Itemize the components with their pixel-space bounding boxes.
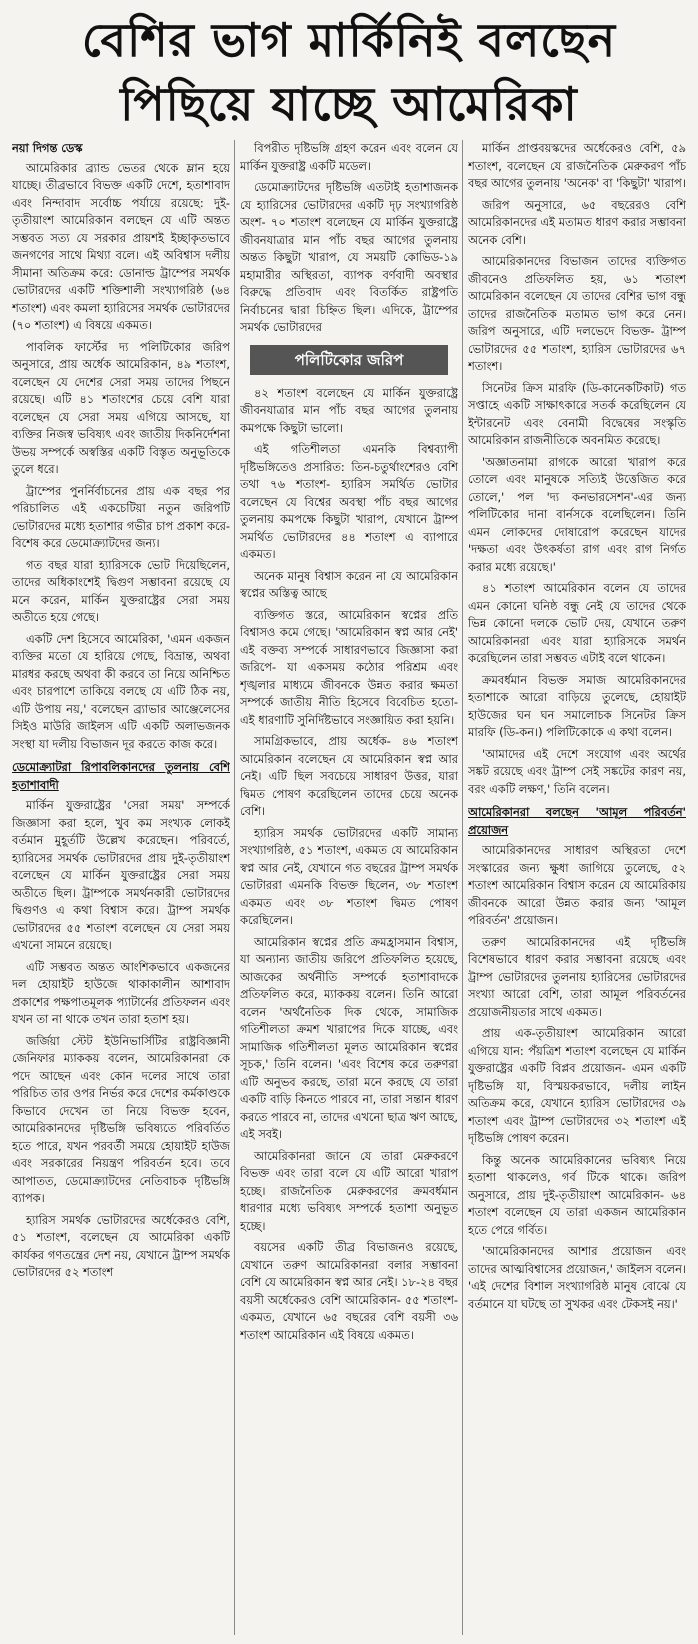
- paragraph: ক্রমবর্ধমান বিভক্ত সমাজ আমেরিকানদের হতাশাকে আরো বাড়িয়ে তুলেছে, হোয়াইট হাউজের ঘন ঘন সমালোচক সিনেটর ক্রিস মারফি (ডি-কন।) পলিটিকোকে এ কথা বলেন।: [468, 672, 686, 739]
- paragraph: বয়সের একটি তীব্র বিভাজনও রয়েছে, যেখানে তরুণ আমেরিকানরা বলার সম্ভাবনা বেশি যে আমেরিকান স্বপ্ন আর নেই। ১৮-২৪ বছর বয়সী অর্ধেকেরও বেশি আমেরিকান- ৫৫ শতাংশ- একমত, যেখানে ৬৫ বছরের বেশি বয়সী ৩৬ শতাংশ আমেরিকান এই বিষয়ে একমত।: [240, 1240, 458, 1342]
- paragraph: মার্কিন প্রাপ্তবয়স্কদের অর্ধেকেরও বেশি, ৫৯ শতাংশ, বলেছেন যে রাজনৈতিক মেরুকরণ পাঁচ বছর আগের তুলনায় 'অনেক' বা 'কিছুটা' খারাপ।: [468, 141, 686, 190]
- headline-line-1: বেশির ভাগ মার্কিনিই বলছেন: [81, 13, 617, 67]
- article-column-1: [12, 140, 230, 1635]
- paragraph: মার্কিন যুক্তরাষ্ট্রের 'সেরা সময়' সম্পর্কে জিজ্ঞাসা করা হলে, খুব কম সংখ্যক লোকই বর্তমান মুহূর্তটি উল্লেখ করেছেন। পরিবর্তে, হ্যারিসের সমর্থক ভোটারদের প্রায় দুই-তৃতীয়াংশ বলেছেন যে মার্কিন যুক্তরাষ্ট্রের সেরা সময় অতীতে ছিল। ট্রাম্পকে সমর্থনকারী ভোটারদের দ্বিগুণও এ কথা বিশ্বাস করে। ট্রাম্প সমর্থক ভোটারদের ৫৫ শতাংশ বলেছেন যে সেরা সময় এখনো সামনে রয়েছে।: [12, 798, 230, 952]
- paragraph: বিপরীত দৃষ্টিভঙ্গি গ্রহণ করেন এবং বলেন যে মার্কিন যুক্তরাষ্ট্র একটি মডেল।: [240, 141, 458, 173]
- paragraph: 'অজ্ঞাতনামা রাগকে আরো খারাপ করে তোলে এবং মানুষকে সত্যিই উত্তেজিত করে তোলে,' পল 'দ্য কনভারসেশন'-এর জন্য পলিটিকোর দানা বার্নসকে বলেছিলেন। তিনি এমন লোকদের দোষারোপ করেছেন যাদের 'দক্ষতা এবং উৎকর্ষতা রাগ এবং রাগ নির্গত করার মধ্যে রয়েছে।': [468, 454, 686, 574]
- paragraph: জর্জিয়া স্টেট ইউনিভার্সিটির রাষ্ট্রবিজ্ঞানী জেনিফার ম্যাককয় বলেন, আমেরিকানরা কে পদে আছেন এবং কোন দলের সাথে তারা পরিচিত তার ওপর নির্ভর করে দেশের কর্মকাণ্ডকে কিভাবে দেখেন তা নিয়ে বিভক্ত হবেন, আমেরিকানদের দৃষ্টিভঙ্গি ভবিষ্যতে পরিবর্তিত হতে পারে, যখন পরবর্তী সময়ে হোয়াইট হাউজ এবং সরকারের নিয়ন্ত্রণ পরিবর্তন হবে। তবে আপাতত, ডেমোক্র্যাটদের নেতিবাচক দৃষ্টিভঙ্গি ব্যাপক।: [12, 1033, 230, 1205]
- paragraph: সামগ্রিকভাবে, প্রায় অর্ধেক- ৪৬ শতাংশ আমেরিকান বলেছেন যে আমেরিকান স্বপ্ন আর নেই। এটি ছিল সবচেয়ে সাধারণ উত্তর, যারা দ্বিমত পোষণ করেছিলেন তাদের চেয়ে অনেক বেশি।: [240, 734, 458, 818]
- paragraph: হ্যারিস সমর্থক ভোটারদের অর্ধেকেরও বেশি, ৫১ শতাংশ, বলেছেন যে আমেরিকা একটি কার্যকর গণতন্ত্রের দেশ নয়, যেখানে ট্রাম্প সমর্থক ভোটারদের ৫২ শতাংশ: [12, 1212, 230, 1279]
- paragraph: সিনেটর ক্রিস মারফি (ডি-কানেকটিকাট) গত সপ্তাহে একটি সাক্ষাৎকারে সতর্ক করেছিলেন যে ইন্টারনেট এবং বেনামী বিদ্বেষের সংস্কৃতি আমেরিকান রাজনীতিকে অবনমিত করেছে।: [468, 380, 686, 447]
- column-divider: [462, 140, 463, 1635]
- paragraph: পাবলিক ফার্স্টের দ্য পলিটিকোর জরিপ অনুসারে, প্রায় অর্ধেক আমেরিকান, ৪৯ শতাংশ, বলেছেন যে দেশের সেরা সময় তাদের পিছনে রয়েছে। এটি ৪১ শতাংশের চেয়ে বেশি যারা বলেছেন যে সেরা সময় এগিয়ে আসছে, যা ব্যক্তির নিজস্ব ভবিষ্যৎ এবং জাতীয় দিকনির্দেশনা উভয় সম্পর্কে অস্বস্তির একটি বিস্তৃত অনুভূতিকে তুলে ধরে।: [12, 339, 230, 476]
- column-divider: [234, 140, 235, 1635]
- paragraph: ৪১ শতাংশ আমেরিকান বলেন যে তাদের এমন কোনো ঘনিষ্ঠ বন্ধু নেই যে তাদের থেকে ভিন্ন কোনো দলকে ভোট দেয়, যেখানে তরুণ আমেরিকানরা এবং যারা হ্যারিসকে সমর্থন করেছিলেন তারা সম্ভবত এটাই বলে থাকেন।: [468, 581, 686, 665]
- paragraph: ট্রাম্পের পুনর্নির্বাচনের প্রায় এক বছর পর পরিচালিত এই একচেটিয়া নতুন জরিপটি ভোটারদের মধ্যে হতাশার গভীর চাপ প্রকাশ করে- বিশেষ করে ডেমোক্র্যাটদের জন্য।: [12, 483, 230, 550]
- paragraph: আমেরিকান স্বপ্নের প্রতি ক্রমহ্রাসমান বিশ্বাস, যা অন্যান্য জাতীয় জরিপে প্রতিফলিত হয়েছে, আজকের অর্থনীতি সম্পর্কে হতাশাবাদকে প্রতিফলিত করে, ম্যাককয় বলেন। তিনি আরো বলেন 'অর্থনৈতিক দিক থেকে, সামাজিক গতিশীলতা ক্রমশ খারাপের দিকে যাচ্ছে, এবং সামাজিক গতিশীলতা মূলত আমেরিকান স্বপ্নের সূচক,' তিনি বলেন। 'এবং বিশেষ করে তরুণরা এটি অনুভব করছে, তারা মনে করছে যে তারা একটি বাড়ি কিনতে পারবে না, তারা সন্তান ধারণ করতে পারবে না, তাদের এখনো ছাত্র ঋণ আছে, এই সবই।: [240, 934, 458, 1141]
- paragraph: কিন্তু অনেক আমেরিকানের ভবিষ্যৎ নিয়ে হতাশা থাকলেও, গর্ব টিকে থাকে। জরিপ অনুসারে, প্রায় দুই-তৃতীয়াংশ আমেরিকান- ৬৪ শতাংশ বলেছেন যে তারা একজন আমেরিকান হতে পেরে গর্বিত।: [468, 1152, 686, 1237]
- section-box-heading: পলিটিকোর জরিপ: [250, 345, 448, 375]
- subheading: আমেরিকানরা বলছেন 'আমূল পরিবর্তন' প্রয়োজন: [468, 805, 686, 837]
- article-column-2: [240, 140, 458, 1635]
- paragraph: তরুণ আমেরিকানদের এই দৃষ্টিভঙ্গি বিশেষভাবে ধারণ করার সম্ভাবনা রয়েছে এবং ট্রাম্প ভোটারদের তুলনায় হ্যারিসের ভোটারদের সংখ্যা আরো বেশি, তারা আমূল পরিবর্তনের প্রয়োজনীয়তার সাথে একমত।: [468, 934, 686, 1019]
- paragraph: আমেরিকানদের সাধারণ অস্থিরতা দেশে সংস্কারের জন্য ক্ষুধা জাগিয়ে তুলেছে, ৫২ শতাংশ আমেরিকান বিশ্বাস করেন যে আমেরিকায় জীবনকে আরো উন্নত করার জন্য 'আমূল পরিবর্তন' প্রয়োজন।: [468, 843, 686, 927]
- paragraph: হ্যারিস সমর্থক ভোটারদের একটি সামান্য সংখ্যাগরিষ্ঠ, ৫১ শতাংশ, একমত যে আমেরিকান স্বপ্ন আর নেই, যেখানে গত বছরের ট্রাম্প সমর্থক ভোটাররা এমনকি বিভক্ত ছিলেন, ৩৮ শতাংশ একমত এবং ৩৮ শতাংশ দ্বিমত পোষণ করেছিলেন।: [240, 825, 458, 927]
- paragraph: ৪২ শতাংশ বলেছেন যে মার্কিন যুক্তরাষ্ট্রে জীবনযাত্রার মান পাঁচ বছর আগের তুলনায় কমপক্ষে কিছুটা ভালো।: [240, 385, 458, 435]
- paragraph: প্রায় এক-তৃতীয়াংশ আমেরিকান আরো এগিয়ে যান: পঁয়ত্রিশ শতাংশ বলেছেন যে মার্কিন যুক্তরাষ্ট্রের একটি বিপ্লব প্রয়োজন- এমন একটি দৃষ্টিভঙ্গি যা, বিস্ময়করভাবে, দলীয় লাইন অতিক্রম করে, যেখানে হ্যারিস ভোটারদের ৩৯ শতাংশ এবং ট্রাম্প ভোটারদের ৩২ শতাংশ এই দৃষ্টিভঙ্গি পোষণ করেন।: [468, 1026, 686, 1145]
- paragraph: এই গতিশীলতা এমনকি বিশ্বব্যাপী দৃষ্টিভঙ্গিতেও প্রসারিত: তিন-চতুর্থাংশেরও বেশি তথা ৭৬ শতাংশ- হ্যারিস সমর্থিত ভোটার বলেছেন যে বিশ্বের অবস্থা পাঁচ বছর আগের তুলনায় কমপক্ষে কিছুটা খারাপ, যেখানে ট্রাম্প সমর্থিত ভোটারদের ৪৪ শতাংশ এ ব্যাপারে একমত।: [240, 442, 458, 561]
- subheading: ডেমোক্র্যাটরা রিপাবলিকানদের তুলনায় বেশি হতাশাবাদী: [12, 760, 230, 792]
- article-column-3: [468, 140, 686, 1635]
- paragraph: ডেমোক্র্যাটদের দৃষ্টিভঙ্গি এতটাই হতাশাজনক যে হ্যারিসের ভোটারদের একটি দৃঢ় সংখ্যাগরিষ্ঠ অংশ- ৭০ শতাংশ বলেছেন যে মার্কিন যুক্তরাষ্ট্রে জীবনযাত্রার মান পাঁচ বছর আগের তুলনায় অন্তত কিছুটা খারাপ, যে সময়টি কোভিড-১৯ মহামারীর অস্থিরতা, ব্যাপক বর্ণবাদী অবস্থার বিরুদ্ধে প্রতিবাদ এবং বিতর্কিত রাষ্ট্রপতি নির্বাচনের দ্বারা চিহ্নিত ছিল। এদিকে, ট্রাম্পের সমর্থক ভোটারদের: [240, 180, 458, 334]
- byline: নয়া দিগন্ত ডেস্ক: [12, 141, 83, 155]
- paragraph: আমেরিকার ব্র্যান্ড ভেতর থেকে ম্লান হয়ে যাচ্ছে। তীব্রভাবে বিভক্ত একটি দেশে, হতাশাবাদ এবং নিন্দাবাদ সর্বোচ্চ পর্যায়ে রয়েছে: দুই-তৃতীয়াংশ আমেরিকান বলছেন যে এটি অন্তত সম্ভবত সত্য যে সরকার প্রায়শই ইচ্ছাকৃতভাবে জনগণের সাথে মিথ্যা বলে। এই অবিশ্বাস দলীয় সীমানা অতিক্রম করে: ডোনাল্ড ট্রাম্পের সমর্থক ভোটারদের একটি শক্তিশালী সংখ্যাগরিষ্ঠ (৬৪ শতাংশ) এবং কমলা হ্যারিসের সমর্থক ভোটারদের (৭০ শতাংশ) এ বিষয়ে একমত।: [12, 160, 230, 332]
- paragraph: আমেরিকানদের বিভাজন তাদের ব্যক্তিগত জীবনেও প্রতিফলিত হয়, ৬১ শতাংশ আমেরিকান বলেছেন যে তাদের বেশির ভাগ বন্ধু তাদের রাজনৈতিক মতামত ভাগ করে নেন। জরিপ অনুসারে, এটি দলভেদে বিভক্ত- ট্রাম্প ভোটারদের ৫৫ শতাংশ, হ্যারিস ভোটারদের ৬৭ শতাংশ।: [468, 254, 686, 373]
- paragraph: আমেরিকানরা জানে যে তারা মেরুকরণে বিভক্ত এবং তারা বলে যে এটি আরো খারাপ হচ্ছে। রাজনৈতিক মেরুকরণের ক্রমবর্ধমান ধারণার মধ্যে ভবিষ্যৎ সম্পর্কে হতাশা অনুভূত হচ্ছে।: [240, 1148, 458, 1233]
- paragraph: 'আমাদের এই দেশে সংযোগ এবং অর্থের সঙ্কট রয়েছে এবং ট্রাম্প সেই সঙ্কটের কারণ নয়, বরং একটি লক্ষণ,' তিনি বলেন।: [468, 746, 686, 796]
- paragraph: জরিপ অনুসারে, ৬৫ বছরেরও বেশি আমেরিকানদের এই মতামত ধারণ করার সম্ভাবনা অনেক বেশি।: [468, 197, 686, 247]
- paragraph: ব্যক্তিগত স্তরে, আমেরিকান স্বপ্নের প্রতি বিশ্বাসও কমে গেছে। 'আমেরিকান স্বপ্ন আর নেই' এই বক্তব্য সম্পর্কে সাধারণভাবে জিজ্ঞাসা করা জরিপে- যা একসময় কঠোর পরিশ্রম এবং শৃঙ্খলার মাধ্যমে জীবনকে উন্নত করার ক্ষমতা সম্পর্কে জাতীয় নীতি হিসেবে বিবেচিত হতো- এই ধারণাটি সুনির্দিষ্টভাবে সংজ্ঞায়িত করা হয়নি।: [240, 607, 458, 727]
- paragraph: এটি সম্ভবত অন্তত আংশিকভাবে একজনের দল হোয়াইট হাউজে থাকাকালীন আশাবাদ প্রকাশের পক্ষপাতমূলক প্যাটার্নের প্রতিফলন এবং যখন তা না থাকে তখন তারা হতাশ হয়।: [12, 959, 230, 1026]
- paragraph: একটি দেশ হিসেবে আমেরিকা, 'এমন একজন ব্যক্তির মতো যে হারিয়ে গেছে, বিভ্রান্ত, অথবা মারধর করছে অথবা কী করবে তা নিয়ে অনিশ্চিত এবং চারপাশে তাকিয়ে বলছে যে এটি ঠিক নয়, এটি উপায় নয়,' বলেছেন ব্র্যাভার আঞ্জেলেসের সিইও মাউরি জাইলস এটি একটি অলাভজনক সংস্থা যা দলীয় বিভাজন দূর করতে কাজ করে।: [12, 631, 230, 751]
- paragraph: গত বছর যারা হ্যারিসকে ভোট দিয়েছিলেন, তাদের অধিকাংশেই দ্বিগুণ সম্ভাবনা রয়েছে যে মনে করেন, মার্কিন যুক্তরাষ্ট্রের সেরা সময় অতীতে হয়ে গেছে।: [12, 557, 230, 624]
- headline-line-2: পিছিয়ে যাচ্ছে আমেরিকা: [120, 77, 578, 131]
- paragraph: 'আমেরিকানদের আশার প্রয়োজন এবং তাদের আত্মবিশ্বাসের প্রয়োজন,' জাইলস বলেন। 'এই দেশের বিশাল সংখ্যাগরিষ্ঠ মানুষ বোঝে যে বর্তমানে যা ঘটছে তা সুখকর এবং টেকসই নয়।': [468, 1244, 686, 1311]
- paragraph: অনেক মানুষ বিশ্বাস করেন না যে আমেরিকান স্বপ্নের অস্তিত্ব আছে: [240, 568, 458, 600]
- headline: [0, 8, 698, 136]
